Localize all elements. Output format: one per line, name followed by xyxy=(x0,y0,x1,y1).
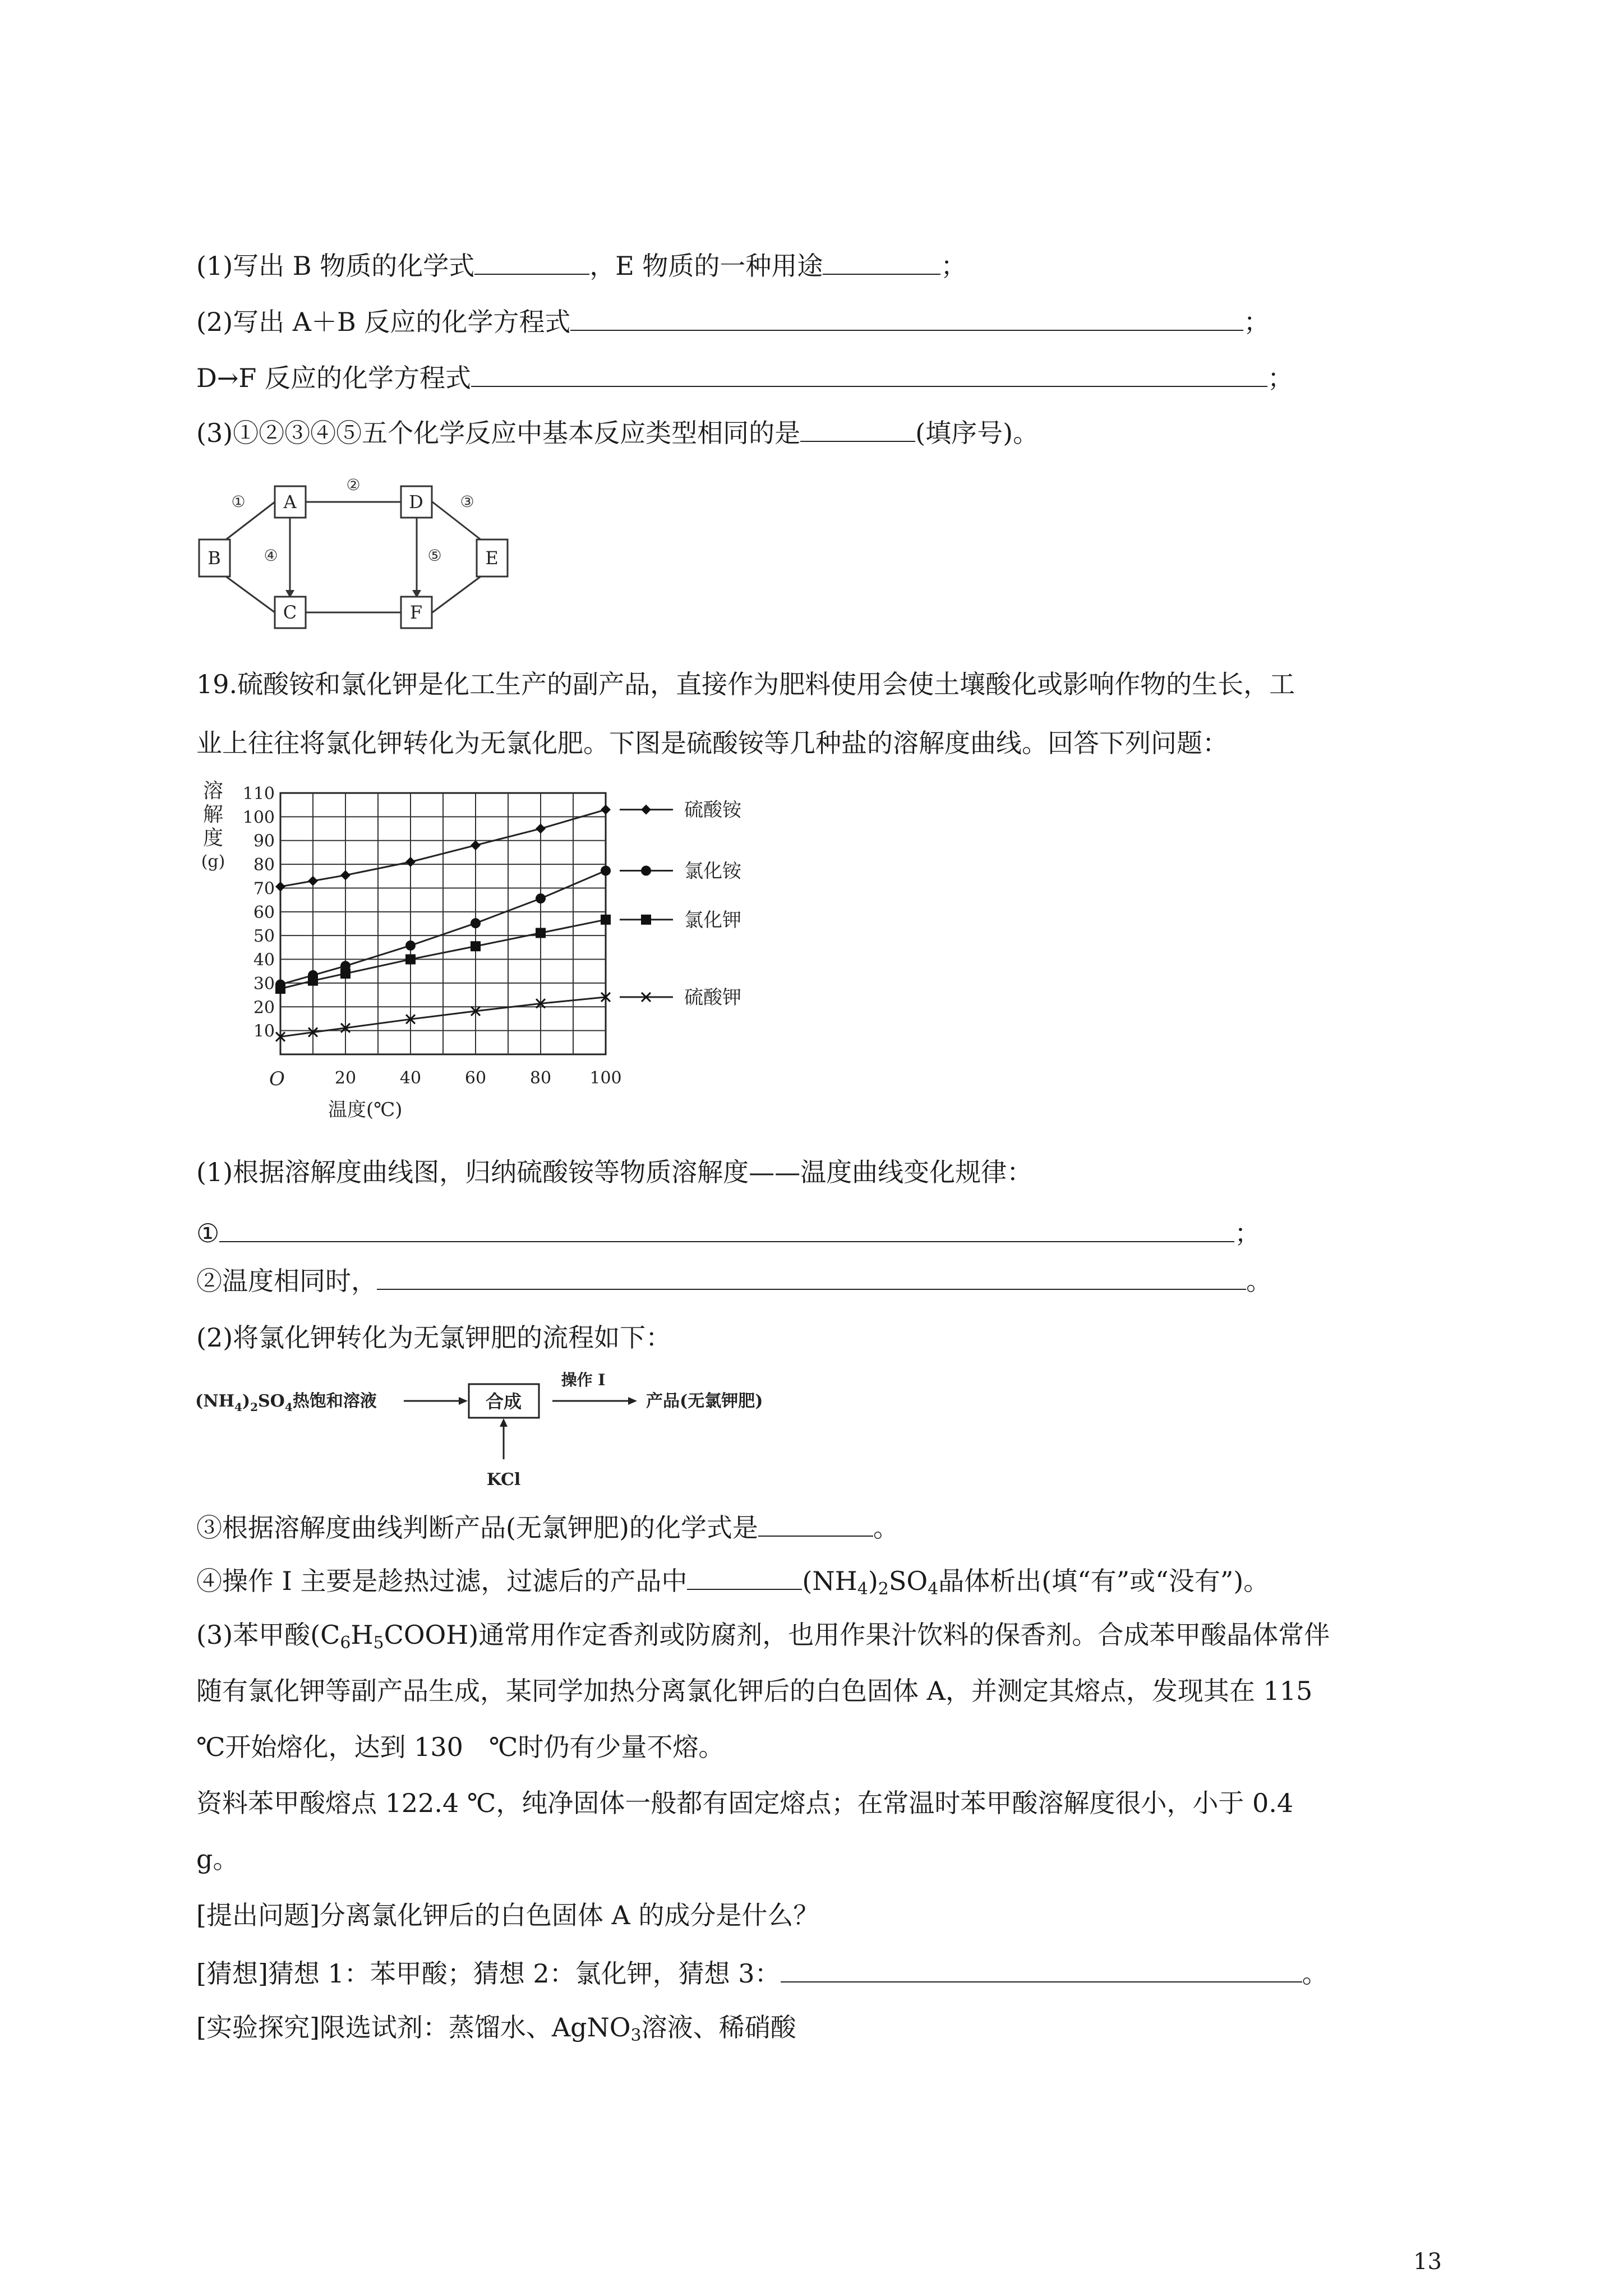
q19-q4: ④操作 I 主要是趁热过滤，过滤后的产品中 $(NH_4)_2SO_4$晶体析出(填“有”或“没有”)。 xyxy=(196,1562,1269,1606)
data-point xyxy=(308,876,318,886)
answer-blank[interactable] xyxy=(781,1954,1302,1983)
answer-blank[interactable] xyxy=(219,1214,1234,1242)
data-point xyxy=(601,866,611,876)
data-point xyxy=(405,955,416,965)
y-axis-label: 度 xyxy=(202,827,224,850)
y-tick-label: 70 xyxy=(253,879,275,899)
answer-blank[interactable] xyxy=(474,247,589,275)
x-tick-label: 40 xyxy=(399,1068,422,1088)
product-label: 产品(无氯钾肥) xyxy=(646,1391,763,1411)
legend-marker xyxy=(641,866,651,876)
q18-part1: (1)写出 B 物质的化学式 ，E 物质的一种用途 ； xyxy=(196,247,966,283)
node-c: C xyxy=(283,602,297,623)
rule-2: ②温度相同时， 。 xyxy=(196,1262,1272,1298)
y-tick-label: 20 xyxy=(253,998,275,1018)
edge-label: ④ xyxy=(264,546,278,565)
q18-part2: (2)写出 A＋B 反应的化学方程式 ； xyxy=(196,303,1269,339)
node-e: E xyxy=(485,547,499,569)
data-point xyxy=(536,893,546,903)
legend-label: 硫酸铵 xyxy=(684,799,741,822)
x-axis-label: 温度(℃) xyxy=(328,1099,403,1121)
data-point xyxy=(471,840,481,850)
data-point xyxy=(601,805,611,815)
node-f: F xyxy=(409,602,423,623)
y-tick-label: 30 xyxy=(253,974,275,994)
page-number: 13 xyxy=(1413,2249,1442,2275)
rule-1: ① ； xyxy=(196,1214,1260,1250)
data-point xyxy=(536,824,546,834)
q19-part3-line1: (3)苯甲酸$(C_6H_5COOH)$通常用作定香剂或防腐剂，也用作果汁饮料的保香剂。合成苯甲酸晶体常伴 xyxy=(196,1620,1330,1653)
y-axis-label: 溶 xyxy=(202,780,224,803)
y-axis-label: (g) xyxy=(201,852,225,872)
legend-item xyxy=(620,860,742,883)
data-point xyxy=(275,984,285,994)
node-d: D xyxy=(409,491,423,513)
legend-item xyxy=(620,909,741,932)
y-tick-label: 110 xyxy=(242,784,275,804)
data-point xyxy=(340,969,351,979)
edge-label: ⑤ xyxy=(427,546,442,565)
legend-item xyxy=(620,986,741,1009)
data-point xyxy=(601,915,611,925)
hypothesis: [猜想]猜想 1：苯甲酸；猜想 2：氯化钾，猜想 3： 。 xyxy=(196,1954,1328,1990)
x-tick-label: 60 xyxy=(464,1068,487,1088)
q19-part3-line2: 随有氯化钾等副产品生成，某同学加热分离氯化钾后的白色固体 A，并测定其熔点，发现其在 115 xyxy=(196,1676,1313,1706)
node-b: B xyxy=(208,547,221,569)
reagents: [实验探究]限选试剂：蒸馏水、AgNO$_3$溶液、稀硝酸 xyxy=(196,2012,796,2045)
answer-blank[interactable] xyxy=(823,247,940,275)
q19-part3-line4: 资料苯甲酸熔点 122.4 ℃，纯净固体一般都有固定熔点；在常温时苯甲酸溶解度很小，小于 0.4 xyxy=(196,1788,1294,1818)
legend-label: 硫酸钾 xyxy=(684,986,741,1009)
legend-label: 氯化钾 xyxy=(684,909,741,932)
data-point xyxy=(405,857,416,867)
edge-label: ① xyxy=(231,492,246,511)
reaction-diagram xyxy=(193,465,541,639)
data-point xyxy=(308,976,318,986)
y-tick-label: 10 xyxy=(253,1021,275,1041)
y-axis-label: 解 xyxy=(202,803,224,826)
q19-part3-line5: g。 xyxy=(196,1844,239,1874)
edge-label: ② xyxy=(346,476,361,494)
origin-label: O xyxy=(269,1068,285,1090)
y-tick-label: 40 xyxy=(253,950,275,970)
answer-blank[interactable] xyxy=(570,303,1243,331)
x-tick-label: 80 xyxy=(529,1068,552,1088)
legend-marker xyxy=(641,915,651,925)
node-a: A xyxy=(283,491,297,513)
q19-part3-line3: ℃开始熔化，达到 130 ℃时仍有少量不熔。 xyxy=(196,1732,725,1762)
data-point xyxy=(405,940,416,951)
y-tick-label: 60 xyxy=(253,902,275,923)
x-tick-label: 100 xyxy=(589,1068,622,1088)
legend-item xyxy=(620,799,742,822)
answer-blank[interactable] xyxy=(687,1562,802,1590)
kcl-label: KCl xyxy=(486,1470,521,1490)
q18-part2b: D→F 反应的化学方程式 ； xyxy=(196,359,1293,395)
process-flow xyxy=(191,1363,864,1492)
y-tick-label: 90 xyxy=(253,831,275,851)
q19-intro-1: 19.硫酸铵和氯化钾是化工生产的副产品，直接作为肥料使用会使土壤酸化或影响作物的生长，工 xyxy=(196,669,1295,699)
data-point xyxy=(471,941,481,951)
data-point xyxy=(471,918,481,928)
flow-input: $(NH_4)_2SO_4$热饱和溶液 xyxy=(195,1391,377,1414)
legend-label: 氯化铵 xyxy=(684,860,741,883)
y-tick-label: 100 xyxy=(242,808,275,828)
data-point xyxy=(536,928,546,938)
answer-blank[interactable] xyxy=(758,1509,873,1537)
q19-intro-2: 业上往往将氯化钾转化为无氯化肥。下图是硫酸铵等几种盐的溶解度曲线。回答下列问题： xyxy=(196,728,1228,758)
x-tick-label: 20 xyxy=(334,1068,357,1088)
legend-marker xyxy=(641,805,651,815)
question-prompt: [提出问题]分离氯化钾后的白色固体 A 的成分是什么？ xyxy=(196,1900,819,1930)
operation-label: 操作 I xyxy=(561,1371,606,1389)
answer-blank[interactable] xyxy=(471,359,1267,387)
y-tick-label: 50 xyxy=(253,926,275,947)
q19-part1: (1)根据溶解度曲线图，归纳硫酸铵等物质溶解度——温度曲线变化规律： xyxy=(196,1157,1033,1187)
answer-blank[interactable] xyxy=(377,1262,1246,1290)
data-point xyxy=(275,882,285,892)
q18-part3: (3)①②③④⑤五个化学反应中基本反应类型相同的是 (填序号)。 xyxy=(196,414,1039,450)
answer-blank[interactable] xyxy=(800,414,915,442)
q19-q3: ③根据溶解度曲线判断产品(无氯钾肥)的化学式是 。 xyxy=(196,1509,899,1545)
q19-part2: (2)将氯化钾转化为无氯钾肥的流程如下： xyxy=(196,1322,672,1353)
solubility-chart xyxy=(191,774,841,1133)
synthesis-label: 合成 xyxy=(485,1391,522,1412)
edge-label: ③ xyxy=(460,492,474,511)
data-point xyxy=(340,870,351,880)
y-tick-label: 80 xyxy=(253,855,275,875)
